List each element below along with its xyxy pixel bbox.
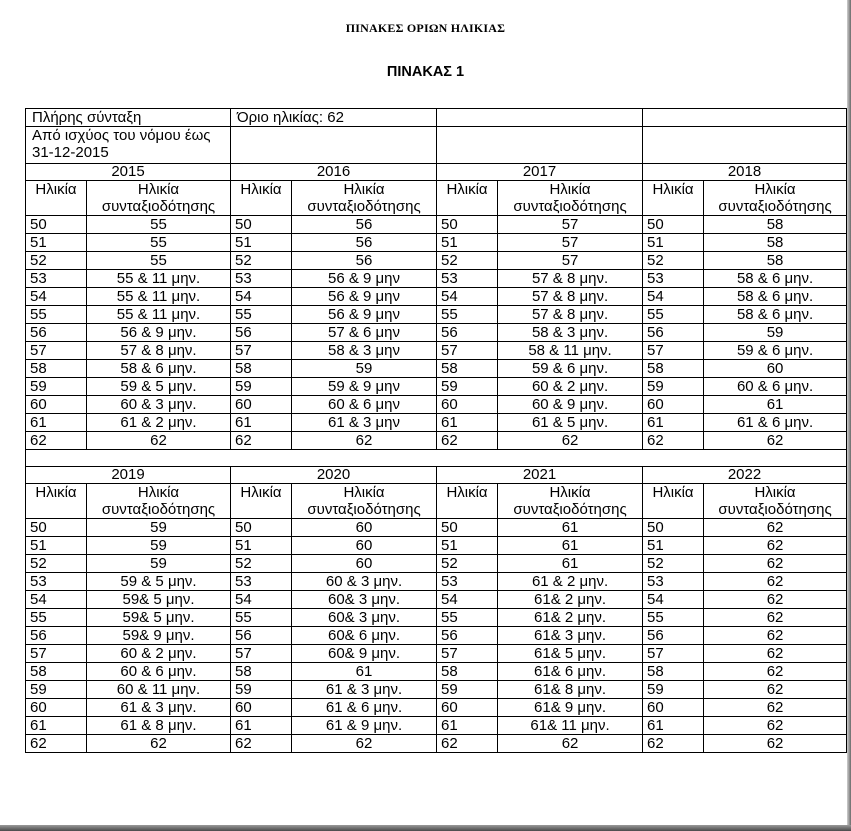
pension-age-cell: 59 & 6 μην. — [704, 342, 847, 360]
table-row — [26, 735, 847, 753]
age-column-header: Ηλικία — [231, 181, 292, 216]
age-cell: 61 — [643, 717, 704, 735]
age-cell: 57 — [231, 645, 292, 663]
spacer-cell — [26, 450, 847, 467]
table-row — [26, 555, 847, 573]
year-label: 2020 — [231, 467, 437, 484]
year-label: 2016 — [231, 164, 437, 181]
pension-age-cell: 62 — [498, 432, 643, 450]
pension-age-cell: 61 & 2 μην. — [87, 414, 231, 432]
pension-age-cell: 58 & 3 μην — [292, 342, 437, 360]
age-cell: 56 — [643, 627, 704, 645]
info-empty-cell — [643, 127, 847, 164]
table-row — [26, 591, 847, 609]
age-cell: 62 — [231, 735, 292, 753]
pension-age-column-header: Ηλικία συνταξιοδότησης — [292, 181, 437, 216]
year-label: 2019 — [26, 467, 231, 484]
age-cell: 56 — [643, 324, 704, 342]
age-cell: 55 — [437, 609, 498, 627]
info-empty-cell — [643, 109, 847, 127]
document-title: ΠΙΝΑΚΕΣ ΟΡΙΩΝ ΗΛΙΚΙΑΣ — [345, 21, 506, 35]
age-cell: 60 — [231, 396, 292, 414]
age-cell: 51 — [643, 234, 704, 252]
pension-age-cell: 56 & 9 μην. — [87, 324, 231, 342]
pension-age-cell: 61 & 2 μην. — [498, 573, 643, 591]
age-cell: 51 — [231, 537, 292, 555]
table-row — [26, 609, 847, 627]
pension-age-cell: 60& 6 μην. — [292, 627, 437, 645]
table-row — [26, 645, 847, 663]
pension-age-column-header: Ηλικία συνταξιοδότησης — [498, 181, 643, 216]
pension-age-column-header: Ηλικία συνταξιοδότησης — [704, 484, 847, 519]
pension-age-cell: 58 & 6 μην. — [87, 360, 231, 378]
age-cell: 56 — [437, 627, 498, 645]
pension-age-cell: 58 & 11 μην. — [498, 342, 643, 360]
pension-age-cell: 61 — [498, 537, 643, 555]
window-edge-shadow — [847, 0, 851, 831]
pension-age-cell: 61 & 5 μην. — [498, 414, 643, 432]
pension-age-cell: 57 — [498, 234, 643, 252]
age-cell: 59 — [26, 378, 87, 396]
pension-age-cell: 59 — [87, 537, 231, 555]
pension-age-cell: 62 — [704, 609, 847, 627]
pension-age-cell: 59& 5 μην. — [87, 591, 231, 609]
age-cell: 58 — [437, 663, 498, 681]
age-cell: 54 — [643, 288, 704, 306]
age-cell: 50 — [643, 519, 704, 537]
age-cell: 52 — [26, 555, 87, 573]
pension-age-cell: 61& 5 μην. — [498, 645, 643, 663]
year-header-row — [26, 164, 847, 181]
pension-age-cell: 60 — [292, 555, 437, 573]
pension-age-cell: 59 — [704, 324, 847, 342]
age-cell: 59 — [231, 681, 292, 699]
age-cell: 60 — [26, 396, 87, 414]
table-title: ΠΙΝΑΚΑΣ 1 — [386, 64, 465, 80]
age-cell: 59 — [437, 378, 498, 396]
pension-age-cell: 57 & 8 μην. — [498, 270, 643, 288]
pension-age-cell: 60 — [292, 537, 437, 555]
age-cell: 61 — [437, 414, 498, 432]
age-cell: 53 — [437, 270, 498, 288]
pension-age-cell: 62 — [704, 663, 847, 681]
age-cell: 60 — [643, 396, 704, 414]
pension-age-cell: 62 — [704, 591, 847, 609]
age-cell: 56 — [26, 627, 87, 645]
age-cell: 50 — [643, 216, 704, 234]
age-cell: 62 — [26, 735, 87, 753]
year-label: 2022 — [643, 467, 847, 484]
table-row — [26, 396, 847, 414]
pension-age-cell: 62 — [704, 699, 847, 717]
age-cell: 50 — [437, 519, 498, 537]
age-cell: 53 — [643, 270, 704, 288]
pension-age-cell: 59 — [87, 519, 231, 537]
pension-age-cell: 62 — [704, 627, 847, 645]
pension-age-cell: 61 & 9 μην. — [292, 717, 437, 735]
info-empty-cell — [437, 109, 643, 127]
age-cell: 54 — [437, 288, 498, 306]
column-header-row — [26, 484, 847, 519]
pension-age-cell: 57 & 8 μην. — [498, 306, 643, 324]
pension-age-cell: 58 — [704, 216, 847, 234]
pension-age-cell: 61 & 8 μην. — [87, 717, 231, 735]
pension-age-cell: 60 & 2 μην. — [87, 645, 231, 663]
table-row — [26, 234, 847, 252]
pension-age-cell: 61 — [704, 396, 847, 414]
age-cell: 51 — [643, 537, 704, 555]
table-row — [26, 717, 847, 735]
age-cell: 58 — [231, 663, 292, 681]
age-cell: 54 — [26, 591, 87, 609]
pension-age-cell: 62 — [292, 432, 437, 450]
pension-age-cell: 56 & 9 μην — [292, 288, 437, 306]
pension-age-cell: 57 & 8 μην. — [87, 342, 231, 360]
pension-age-cell: 57 & 8 μην. — [498, 288, 643, 306]
bottom-window-bar — [0, 825, 851, 831]
pension-age-cell: 62 — [87, 432, 231, 450]
age-column-header: Ηλικία — [437, 484, 498, 519]
age-cell: 51 — [231, 234, 292, 252]
age-cell: 61 — [231, 717, 292, 735]
pension-age-cell: 62 — [704, 573, 847, 591]
age-column-header: Ηλικία — [643, 181, 704, 216]
age-cell: 59 — [643, 378, 704, 396]
pension-age-cell: 60 — [292, 519, 437, 537]
pension-age-cell: 60 & 6 μην. — [87, 663, 231, 681]
age-cell: 54 — [643, 591, 704, 609]
age-cell: 50 — [26, 216, 87, 234]
age-cell: 59 — [437, 681, 498, 699]
age-cell: 61 — [643, 414, 704, 432]
pension-age-cell: 61& 9 μην. — [498, 699, 643, 717]
column-header-row — [26, 181, 847, 216]
age-cell: 52 — [437, 555, 498, 573]
age-cell: 55 — [643, 609, 704, 627]
pension-age-cell: 61& 2 μην. — [498, 609, 643, 627]
table-row — [26, 252, 847, 270]
pension-age-cell: 60 & 11 μην. — [87, 681, 231, 699]
pension-age-cell: 56 — [292, 234, 437, 252]
age-cell: 60 — [437, 396, 498, 414]
age-cell: 50 — [231, 216, 292, 234]
age-cell: 51 — [437, 537, 498, 555]
age-cell: 53 — [437, 573, 498, 591]
pension-age-cell: 60 & 3 μην. — [292, 573, 437, 591]
age-cell: 62 — [437, 432, 498, 450]
table-row — [26, 537, 847, 555]
pension-age-cell: 61 & 3 μην — [292, 414, 437, 432]
pension-age-cell: 56 & 9 μην — [292, 306, 437, 324]
pension-age-cell: 58 & 6 μην. — [704, 270, 847, 288]
age-cell: 59 — [643, 681, 704, 699]
pension-age-cell: 57 — [498, 216, 643, 234]
table-row — [26, 681, 847, 699]
pension-age-cell: 58 & 6 μην. — [704, 306, 847, 324]
pension-age-cell: 55 — [87, 216, 231, 234]
pension-age-cell: 60& 3 μην. — [292, 609, 437, 627]
pension-age-cell: 62 — [498, 735, 643, 753]
table-row — [26, 573, 847, 591]
age-cell: 54 — [26, 288, 87, 306]
age-cell: 62 — [643, 432, 704, 450]
pension-age-cell: 55 — [87, 234, 231, 252]
pension-age-cell: 59 & 5 μην. — [87, 573, 231, 591]
pension-age-cell: 61 — [498, 555, 643, 573]
pension-age-cell: 60 & 6 μην — [292, 396, 437, 414]
table-row — [26, 288, 847, 306]
year-label: 2021 — [437, 467, 643, 484]
pension-age-column-header: Ηλικία συνταξιοδότησης — [87, 181, 231, 216]
age-cell: 56 — [26, 324, 87, 342]
info-row-1 — [26, 109, 847, 127]
table-row — [26, 342, 847, 360]
pension-age-cell: 62 — [704, 735, 847, 753]
table-row — [26, 432, 847, 450]
table-row — [26, 699, 847, 717]
age-cell: 59 — [26, 681, 87, 699]
pension-age-cell: 61 & 3 μην. — [87, 699, 231, 717]
pension-age-cell: 59 — [292, 360, 437, 378]
table-row — [26, 378, 847, 396]
pension-age-cell: 59 & 6 μην. — [498, 360, 643, 378]
pension-age-cell: 62 — [87, 735, 231, 753]
age-cell: 60 — [643, 699, 704, 717]
table-row — [26, 627, 847, 645]
year-label: 2018 — [643, 164, 847, 181]
age-cell: 52 — [643, 252, 704, 270]
age-cell: 53 — [26, 270, 87, 288]
age-cell: 57 — [437, 645, 498, 663]
pension-age-column-header: Ηλικία συνταξιοδότησης — [498, 484, 643, 519]
pension-age-cell: 59 & 9 μην — [292, 378, 437, 396]
pension-age-cell: 62 — [704, 432, 847, 450]
age-cell: 57 — [26, 342, 87, 360]
table-row — [26, 216, 847, 234]
pension-age-cell: 55 & 11 μην. — [87, 270, 231, 288]
table-row — [26, 414, 847, 432]
age-column-header: Ηλικία — [26, 181, 87, 216]
info-row-2 — [26, 127, 847, 164]
info-empty-cell — [437, 127, 643, 164]
age-cell: 58 — [231, 360, 292, 378]
pension-age-cell: 61 — [498, 519, 643, 537]
age-cell: 60 — [437, 699, 498, 717]
pension-age-cell: 60 & 6 μην. — [704, 378, 847, 396]
age-cell: 54 — [437, 591, 498, 609]
age-cell: 55 — [437, 306, 498, 324]
age-cell: 59 — [231, 378, 292, 396]
pension-age-cell: 61 & 3 μην. — [292, 681, 437, 699]
age-cell: 55 — [231, 306, 292, 324]
pension-age-cell: 61 — [292, 663, 437, 681]
info-age-limit: Όριο ηλικίας: 62 — [231, 109, 437, 127]
info-effective-period: Από ισχύος του νόμου έως 31-12-2015 — [26, 127, 231, 164]
age-cell: 52 — [26, 252, 87, 270]
age-cell: 58 — [437, 360, 498, 378]
pension-age-cell: 56 — [292, 252, 437, 270]
pension-age-cell: 60 & 9 μην. — [498, 396, 643, 414]
pension-age-cell: 62 — [292, 735, 437, 753]
age-cell: 51 — [26, 234, 87, 252]
age-cell: 61 — [231, 414, 292, 432]
pension-age-cell: 58 — [704, 252, 847, 270]
age-cell: 53 — [643, 573, 704, 591]
pension-age-cell: 61& 11 μην. — [498, 717, 643, 735]
table-row — [26, 324, 847, 342]
table-row — [26, 270, 847, 288]
age-cell: 58 — [26, 360, 87, 378]
age-cell: 50 — [437, 216, 498, 234]
pension-age-cell: 60 — [704, 360, 847, 378]
pension-age-cell: 60& 3 μην. — [292, 591, 437, 609]
pension-age-cell: 61 & 6 μην. — [704, 414, 847, 432]
pension-age-cell: 61& 2 μην. — [498, 591, 643, 609]
pension-age-cell: 55 & 11 μην. — [87, 288, 231, 306]
age-cell: 58 — [643, 663, 704, 681]
pension-age-column-header: Ηλικία συνταξιοδότησης — [704, 181, 847, 216]
age-cell: 62 — [437, 735, 498, 753]
year-header-row — [26, 467, 847, 484]
pension-age-cell: 62 — [704, 537, 847, 555]
pension-age-cell: 57 & 6 μην — [292, 324, 437, 342]
pension-age-cell: 61 & 6 μην. — [292, 699, 437, 717]
age-cell: 57 — [643, 342, 704, 360]
pension-age-cell: 55 — [87, 252, 231, 270]
pension-age-cell: 57 — [498, 252, 643, 270]
age-cell: 51 — [26, 537, 87, 555]
age-cell: 61 — [26, 414, 87, 432]
info-empty-cell — [231, 127, 437, 164]
age-cell: 56 — [437, 324, 498, 342]
age-column-header: Ηλικία — [231, 484, 292, 519]
pension-age-cell: 59& 9 μην. — [87, 627, 231, 645]
age-cell: 62 — [643, 735, 704, 753]
age-cell: 61 — [26, 717, 87, 735]
table-row — [26, 306, 847, 324]
pension-age-cell: 58 — [704, 234, 847, 252]
pension-age-cell: 62 — [704, 645, 847, 663]
age-limits-table — [25, 108, 847, 753]
age-cell: 52 — [231, 252, 292, 270]
table-body — [26, 109, 847, 753]
info-full-pension: Πλήρης σύνταξη — [26, 109, 231, 127]
pension-age-cell: 62 — [704, 519, 847, 537]
age-cell: 55 — [231, 609, 292, 627]
spacer-row — [26, 450, 847, 467]
age-cell: 56 — [231, 324, 292, 342]
age-cell: 55 — [26, 609, 87, 627]
age-column-header: Ηλικία — [26, 484, 87, 519]
age-cell: 57 — [643, 645, 704, 663]
age-cell: 57 — [26, 645, 87, 663]
age-cell: 57 — [231, 342, 292, 360]
age-cell: 58 — [26, 663, 87, 681]
age-cell: 62 — [26, 432, 87, 450]
year-label: 2017 — [437, 164, 643, 181]
age-cell: 53 — [26, 573, 87, 591]
pension-age-column-header: Ηλικία συνταξιοδότησης — [292, 484, 437, 519]
pension-age-cell: 58 & 3 μην. — [498, 324, 643, 342]
age-cell: 51 — [437, 234, 498, 252]
pension-age-cell: 60 & 2 μην. — [498, 378, 643, 396]
age-cell: 57 — [437, 342, 498, 360]
age-cell: 60 — [26, 699, 87, 717]
age-cell: 58 — [643, 360, 704, 378]
pension-age-cell: 55 & 11 μην. — [87, 306, 231, 324]
pension-age-cell: 58 & 6 μην. — [704, 288, 847, 306]
age-cell: 61 — [437, 717, 498, 735]
table-row — [26, 360, 847, 378]
pension-age-cell: 62 — [704, 681, 847, 699]
age-cell: 52 — [437, 252, 498, 270]
pension-age-cell: 56 — [292, 216, 437, 234]
pension-age-cell: 56 & 9 μην — [292, 270, 437, 288]
age-column-header: Ηλικία — [643, 484, 704, 519]
age-cell: 53 — [231, 270, 292, 288]
pension-age-cell: 59 & 5 μην. — [87, 378, 231, 396]
age-cell: 54 — [231, 288, 292, 306]
pension-age-cell: 59& 5 μην. — [87, 609, 231, 627]
age-cell: 50 — [231, 519, 292, 537]
pension-age-cell: 61& 3 μην. — [498, 627, 643, 645]
age-cell: 50 — [26, 519, 87, 537]
table-row — [26, 663, 847, 681]
age-cell: 56 — [231, 627, 292, 645]
age-cell: 52 — [643, 555, 704, 573]
age-cell: 55 — [643, 306, 704, 324]
pension-age-cell: 61& 8 μην. — [498, 681, 643, 699]
age-cell: 62 — [231, 432, 292, 450]
year-label: 2015 — [26, 164, 231, 181]
age-cell: 54 — [231, 591, 292, 609]
pension-age-cell: 60& 9 μην. — [292, 645, 437, 663]
pension-age-cell: 61& 6 μην. — [498, 663, 643, 681]
age-cell: 60 — [231, 699, 292, 717]
age-column-header: Ηλικία — [437, 181, 498, 216]
age-cell: 52 — [231, 555, 292, 573]
pension-age-column-header: Ηλικία συνταξιοδότησης — [87, 484, 231, 519]
age-cell: 55 — [26, 306, 87, 324]
age-cell: 53 — [231, 573, 292, 591]
table-row — [26, 519, 847, 537]
pension-age-cell: 59 — [87, 555, 231, 573]
pension-age-cell: 60 & 3 μην. — [87, 396, 231, 414]
pension-age-cell: 62 — [704, 717, 847, 735]
pension-age-cell: 62 — [704, 555, 847, 573]
